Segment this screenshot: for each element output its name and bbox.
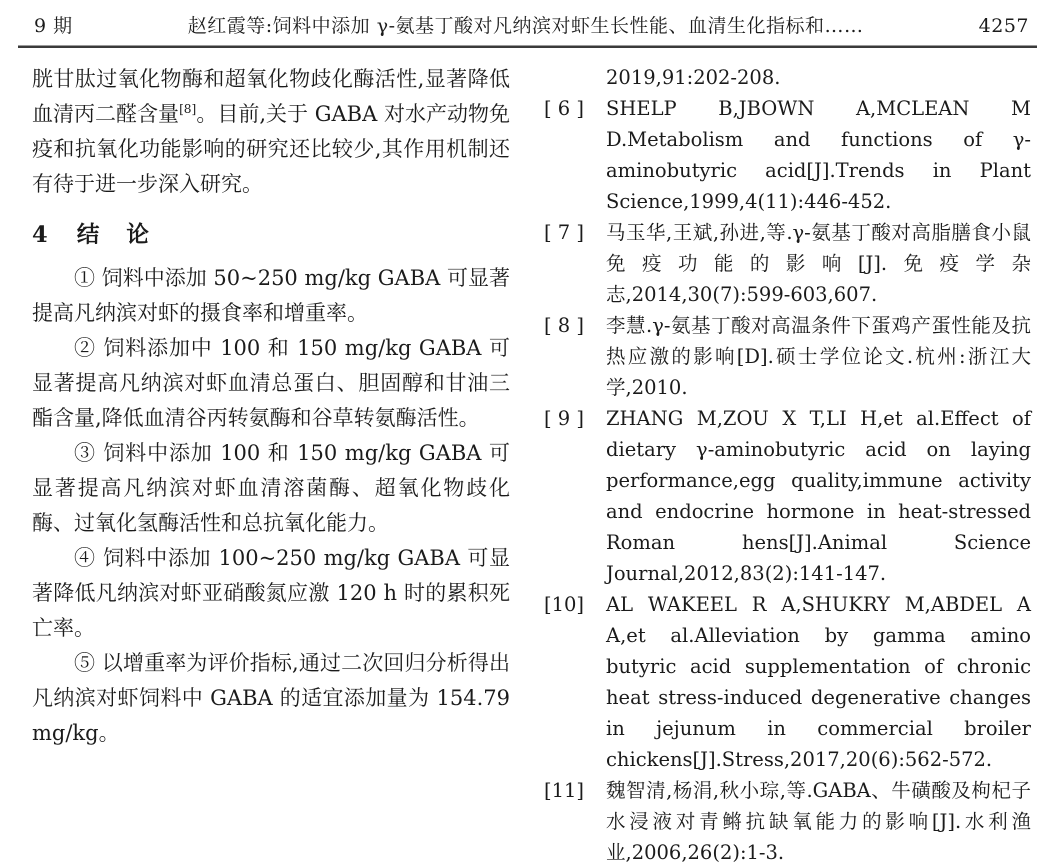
reference-text: ZHANG M,ZOU X T,LI H,et al.Effect of dietary γ-aminobutyric acid on laying performance,egg quality,immune activity and endocrine hormone in heat-stressed Roman hens[J].Animal Science Journal,2012,83(2):141-147. <box>606 407 1031 585</box>
reference-label: [ 9 ] <box>544 407 585 430</box>
conclusion-item-2: ② 饲料添加中 100 和 150 mg/kg GABA 可显著提高凡纳滨对虾血清总蛋白、胆固醇和甘油三酯含量,降低血清谷丙转氨酶和谷草转氨酶活性。 <box>32 336 510 430</box>
running-header <box>0 0 1055 45</box>
section-number: 4 <box>32 222 48 248</box>
running-title: 赵红霞等:饲料中添加 γ-氨基丁酸对凡纳滨对虾生长性能、血清生化指标和…… <box>187 15 864 37</box>
reference-continuation: 2019,91:202-208. <box>606 66 781 89</box>
references-column <box>544 62 1031 868</box>
conclusion-item-3: ③ 饲料中添加 100 和 150 mg/kg GABA 可显著提高凡纳滨对虾血清溶菌酶、超氧化物歧化酶、过氧化氢酶活性和总抗氧化能力。 <box>32 441 510 535</box>
reference-item-9 <box>544 403 1031 589</box>
reference-item-10 <box>544 589 1031 775</box>
conclusion-item-4: ④ 饲料中添加 100~250 mg/kg GABA 可显著降低凡纳滨对虾亚硝酸氮应激 120 h 时的累积死亡率。 <box>32 546 510 640</box>
reference-item-7 <box>544 217 1031 310</box>
reference-text: 魏智清,杨涓,秋小琮,等.GABA、牛磺酸及枸杞子水浸液对青鳉抗缺氧能力的影响[J].水利渔业,2006,26(2):1-3. <box>606 779 1031 864</box>
reference-label: [ 6 ] <box>544 97 585 120</box>
reference-text: AL WAKEEL R A,SHUKRY M,ABDEL A A,et al.Alleviation by gamma amino butyric acid supplementation of chronic heat stress-induced degenerative changes in jejunum in commercial broiler chickens[J].Stress,2017,20(6):562-572. <box>606 593 1031 771</box>
reference-text: 李慧.γ-氨基丁酸对高温条件下蛋鸡产蛋性能及抗热应激的影响[D].硕士学位论文.杭州:浙江大学,2010. <box>606 314 1031 399</box>
citation-superscript: [8] <box>179 102 197 116</box>
issue-number: 9 期 <box>34 15 73 37</box>
reference-item-8 <box>544 310 1031 403</box>
paragraph-discussion-start: 胱甘肽过氧化物酶和超氧化物歧化酶活性,显著降低血清丙二醛含量 <box>32 67 510 126</box>
reference-text: SHELP B,JBOWN A,MCLEAN M D.Metabolism and functions of γ-aminobutyric acid[J].Trends in Plant Science,1999,4(11):446-452. <box>606 97 1031 213</box>
reference-text: 马玉华,王斌,孙进,等.γ-氨基丁酸对高脂膳食小鼠免疫功能的影响[J].免疫学杂志,2014,30(7):599-603,607. <box>606 221 1031 306</box>
paragraph-discussion <box>32 62 510 202</box>
page-number: 4257 <box>978 15 1029 37</box>
section-title: 结 论 <box>76 222 152 248</box>
reference-label: [10] <box>544 593 585 616</box>
reference-label: [ 8 ] <box>544 314 585 337</box>
section-heading-conclusion <box>32 219 510 251</box>
reference-label: [ 7 ] <box>544 221 585 244</box>
reference-label: [11] <box>544 779 585 802</box>
left-column <box>32 62 510 868</box>
paragraph-discussion-end: 。目前,关于 GABA 对水产动物免疫和抗氧化功能影响的研究还比较少,其作用机制还有待于进一步深入研究。 <box>32 102 510 196</box>
conclusion-item-5: ⑤ 以增重率为评价指标,通过二次回归分析得出凡纳滨对虾饲料中 GABA 的适宜添加量为 154.79 mg/kg。 <box>32 651 510 745</box>
reference-item-11 <box>544 775 1031 868</box>
reference-item-6 <box>544 93 1031 217</box>
conclusion-item-1: ① 饲料中添加 50~250 mg/kg GABA 可显著提高凡纳滨对虾的摄食率和增重率。 <box>32 266 510 325</box>
two-column-body <box>0 48 1055 868</box>
